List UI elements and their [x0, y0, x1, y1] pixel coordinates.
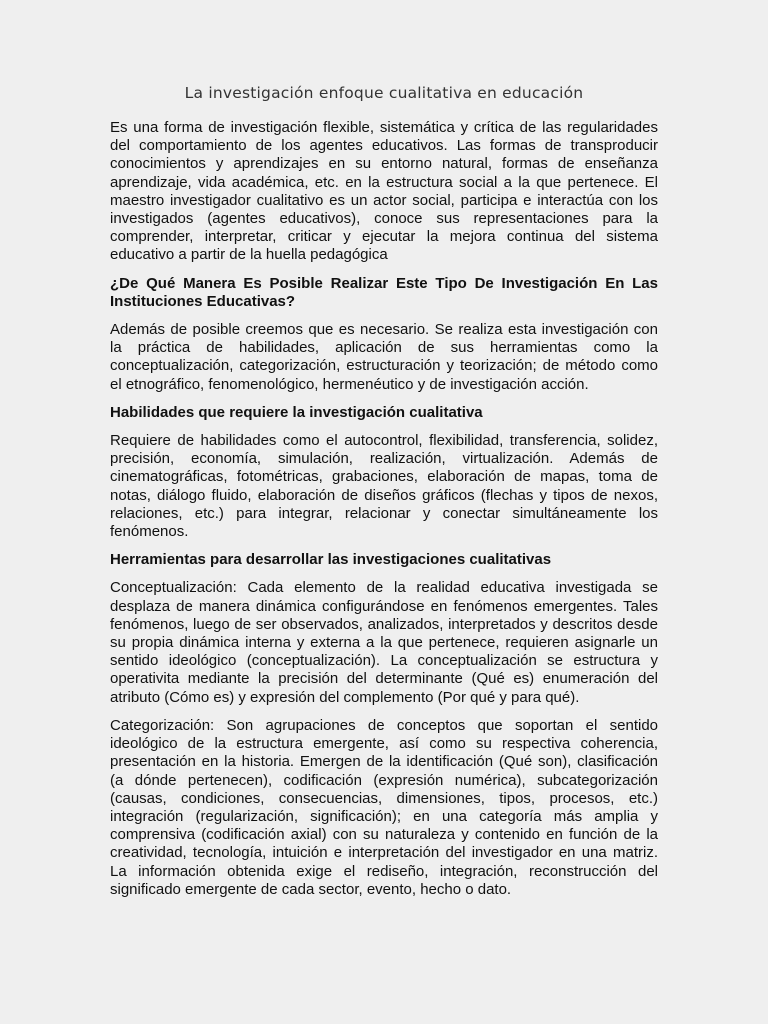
- paragraph-conceptualization: Conceptualización: Cada elemento de la realidad educativa investigada se desplaza de manera dinámica configurándose en fenómenos emergentes. Tales fenómenos, luego de ser observados, analizados, interpretados y descritos desde su propia dinámica interna y externa a la que pertenece, requieren asignarle un sentido ideológico (conceptualización). La conceptualización se estructura y operativita mediante la precisión del determinante (Qué es) enumeración del atributo (Cómo es) y expresión del complemento (Por qué y para qué).: [110, 579, 658, 706]
- document-body: [110, 119, 658, 909]
- heading-tools: Herramientas para desarrollar las investigaciones cualitativas: [110, 551, 552, 569]
- document-title: La investigación enfoque cualitativa en educación: [184, 84, 584, 102]
- paragraph-introduction: Es una forma de investigación flexible, sistemática y crítica de las regularidades del comportamiento de los agentes educativos. Las formas de transproducir conocimientos y aprendizajes en su entorno natural, formas de enseñanza aprendizaje, vida académica, etc. en la estructura social a la que pertenece. El maestro investigador cualitativo es un actor social, participa e interactúa con los investigados (agentes educativos), conoce sus representaciones para la comprender, interpretar, criticar y ejecutar la mejora continua del sistema educativo a partir de la huella pedagógica: [110, 119, 658, 264]
- paragraph-answer: Además de posible creemos que es necesario. Se realiza esta investigación con la práctica de habilidades, aplicación de sus herramientas como la conceptualización, categorización, estructuración y teorización; de método como el etnográfico, fenomenológico, hermenéutico y de investigación acción.: [110, 321, 658, 393]
- heading-skills: Habilidades que requiere la investigación cualitativa: [110, 403, 483, 421]
- paragraph-categorization: Categorización: Son agrupaciones de conceptos que soportan el sentido ideológico de la estructura emergente, así como su respectiva coherencia, presentación en la historia. Emergen de la identificación (Qué son), clasificación (a dónde pertenecen), codificación (expresión numérica), subcategorización (causas, condiciones, consecuencias, dimensiones, tipos, procesos, etc.) integración (regularización, significación); en una categoría más amplia y comprensiva (codificación axial) con su naturaleza y contenido en función de la creatividad, tecnología, intuición e interpretación del investigador en una matriz. La información obtenida exige el rediseño, integración, reconstrucción del significado emergente de cada sector, evento, hecho o dato.: [110, 716, 658, 898]
- heading-question: ¿De Qué Manera Es Posible Realizar Este Tipo De Investigación En Las Instituciones Educativas?: [110, 274, 658, 310]
- paragraph-skills: Requiere de habilidades como el autocontrol, flexibilidad, transferencia, solidez, precisión, economía, simulación, realización, virtualización. Además de cinematográficas, fotométricas, grabaciones, elaboración de mapas, toma de notas, diálogo fluido, elaboración de diseños gráficos (flechas y tipos de nexos, relaciones, etc.) para integrar, relacionar y conectar simultáneamente los fenómenos.: [110, 432, 658, 541]
